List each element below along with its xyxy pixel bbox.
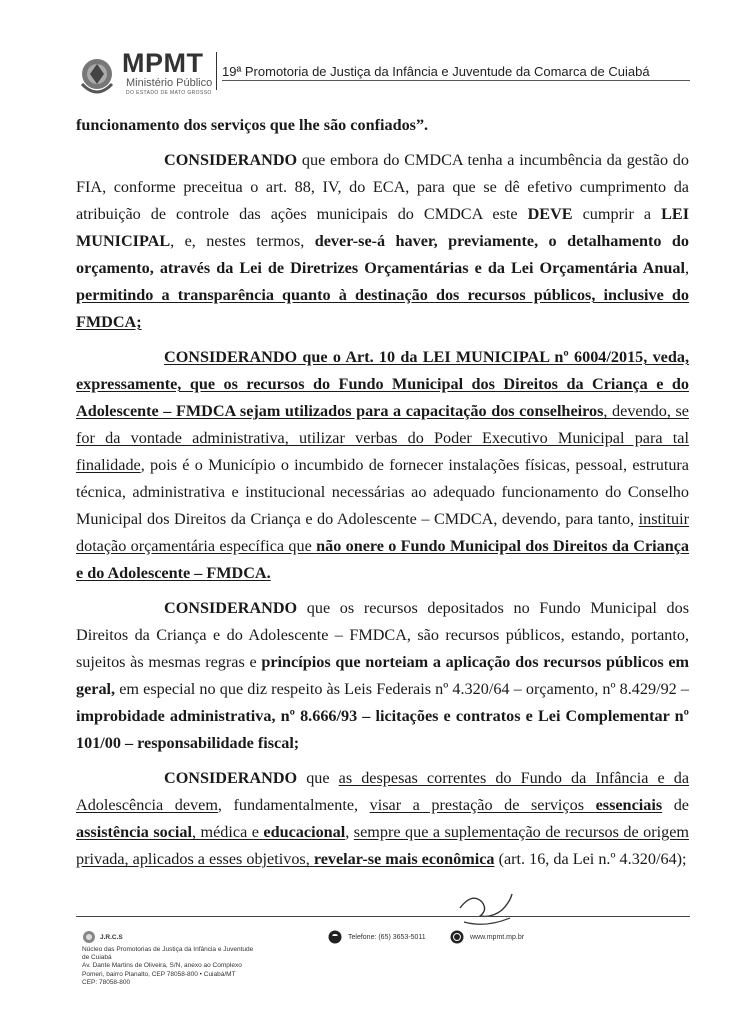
bold-text: improbidade administrativa, nº 8.666/93 – licitações e contratos e Lei Complementar nº 101/00 – responsabilidade fiscal;	[76, 707, 689, 752]
phone-icon	[328, 930, 342, 944]
logo-subtitle: Ministério Público	[126, 77, 213, 89]
bold-underlined-text: assistência social	[76, 823, 192, 841]
underlined-text	[263, 823, 345, 841]
paragraph-continuation	[76, 112, 689, 139]
underlined-text	[76, 348, 689, 420]
text: que embora do CMDCA tenha a incumbência da gestão do FIA, conforme preceitua o art. 88, IV, do ECA, para que se dê efetivo cumprimento da atribuição de controle das ações municipais do CMDCA este	[76, 151, 689, 223]
header-separator	[216, 52, 217, 90]
text: que	[297, 769, 339, 787]
bold-text: funcionamento dos serviços que lhe são confiados”.	[76, 116, 429, 134]
text: , fundamentalmente,	[217, 796, 370, 814]
underlined-text: as despesas correntes do Fundo da Infância e da Adolescência devem	[76, 769, 690, 814]
footer-phone: Telefone: (65) 3653-5011	[348, 934, 426, 941]
ministry-seal-icon	[82, 930, 96, 944]
underlined-text: sempre que a suplementação de recursos de origem privada, aplicados a esses objetivos,	[76, 823, 690, 868]
bold-text: LEI MUNICIPAL	[76, 205, 689, 250]
footer-initials: J.R.C.S	[100, 934, 123, 941]
underlined-text	[76, 286, 689, 331]
logo-text: MPMT	[122, 48, 204, 78]
paragraph-considerando-3	[76, 595, 689, 757]
underlined-text	[596, 796, 663, 814]
underlined-text: instituir dotação orçamentária específica que	[76, 510, 689, 555]
bold-underlined-text: educacional	[263, 823, 346, 841]
bold-text: dever-se-á haver, previamente, o detalhamento do orçamento, através da Lei de Diretrizes Orçamentárias e da Lei Orçamentária Anual	[76, 232, 689, 277]
mpmt-seal-icon	[76, 54, 118, 100]
text: ,	[345, 823, 354, 841]
text: (art. 16, da Lei n.º 4.320/64);	[494, 850, 687, 868]
address-line: Av. Dante Martins de Oliveira, S/N, anexo ao Complexo	[82, 962, 242, 970]
paragraph-considerando-4	[76, 765, 689, 873]
document-footer	[76, 928, 690, 998]
globe-icon	[450, 930, 464, 944]
signature-mark	[452, 888, 522, 930]
bold-underlined-text: essenciais	[595, 796, 663, 814]
header-title: 19ª Promotoria de Justiça da Infância e Juventude da Comarca de Cuiabá	[222, 64, 650, 79]
bold-text: CONSIDERANDO	[164, 599, 298, 617]
bold-text: CONSIDERANDO	[164, 151, 298, 169]
text: em especial no que diz respeito às Leis Federais nº 4.320/64 – orçamento, nº 8.429/92 –	[115, 680, 689, 698]
address-line: Pomeri, bairro Planalto, CEP 78058-800 • Cuiabá/MT	[82, 970, 236, 978]
paragraph-considerando-1	[76, 147, 689, 336]
footer-address	[82, 946, 332, 987]
text: , pois é o Município o incumbido de fornecer instalações físicas, pessoal, estrutura técnica, administrativa e institucional necessárias ao adequado funcionamento do Conselho Municipal dos Direitos da Criança e do Adolescente – CMDCA, devendo, para tanto,	[76, 456, 689, 528]
logo-subtitle-state: DO ESTADO DE MATO GROSSO	[126, 90, 212, 96]
address-line: Núcleo das Promotorias de Justiça da Infância e Juventude	[82, 946, 254, 953]
document-body	[76, 112, 689, 873]
bold-underlined-text: permitindo a transparência quanto à destinação dos recursos públicos, inclusive do FMDCA;	[76, 286, 689, 331]
header-rule	[222, 80, 690, 81]
text: que os recursos depositados no Fundo Municipal dos Direitos da Criança e do Adolescente – FMDCA, são recursos públicos, estando, portanto, sujeitos às mesmas regras e	[76, 599, 689, 671]
underlined-text	[314, 850, 495, 868]
text: ,	[684, 259, 689, 277]
footer-website: www.mpmt.mp.br	[470, 934, 525, 941]
address-line: CEP: 78058-800	[82, 978, 131, 986]
document-header	[72, 44, 692, 104]
underlined-text: , médica e	[192, 823, 264, 841]
text: , e, nestes termos,	[170, 232, 315, 250]
bold-text: princípios que norteiam a aplicação dos recursos públicos em geral,	[76, 653, 690, 698]
underlined-text: , devendo, se for da vontade administrativa, utilizar verbas do Poder Executivo Municipal para tal finalidade	[76, 402, 689, 474]
paragraph-considerando-2	[76, 344, 689, 587]
bold-text: CONSIDERANDO	[164, 769, 298, 787]
bold-underlined-text: CONSIDERANDO que o Art. 10 da LEI MUNICIPAL nº 6004/2015, veda, expressamente, que os recursos do Fundo Municipal dos Direitos da Criança e do Adolescente – FMDCA sejam utilizados para a capacitação dos conselheiros	[76, 348, 689, 420]
underlined-text	[76, 823, 192, 841]
text: de	[662, 796, 689, 814]
bold-underlined-text: não onere o Fundo Municipal dos Direitos da Criança e do Adolescente – FMDCA.	[76, 537, 690, 582]
footer-rule	[76, 916, 690, 917]
text: cumprir a	[572, 205, 662, 223]
bold-text: DEVE	[527, 205, 573, 223]
bold-underlined-text: revelar-se mais econômica	[313, 850, 495, 868]
underlined-text: visar a prestação de serviços	[369, 796, 596, 814]
address-line: de Cuiabá	[82, 954, 112, 962]
